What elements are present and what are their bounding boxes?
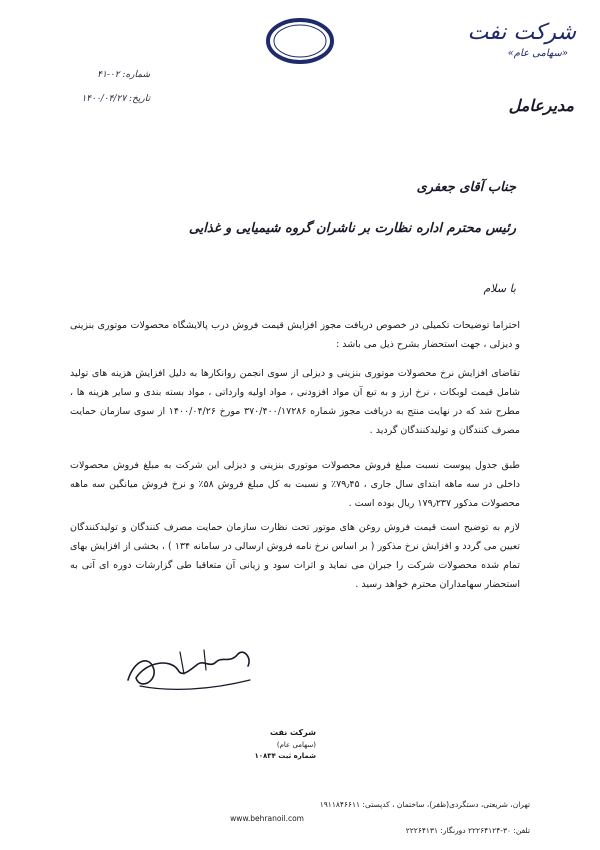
paragraph-sales: طبق جدول پیوست نسبت مبلغ فروش محصولات موتوری بنزینی و دیزلی این شرکت به مبلغ فروش محصولات داخلی در سه ماهه ابتدای سال جاری ، ۷۹٫۴۵٪ و نسبت به کل مبلغ فروش ۵۸٪ و نرخ فروش میانگین سه ماهه محصولات مذکور ۱۷۹٫۲۳۷ ریال بوده است .	[70, 460, 520, 509]
recipient-position: رئیس محترم اداره نظارت بر ناشران گروه شیمیایی و غذایی	[188, 221, 516, 236]
paragraph-intro: احتراما توضیحات تکمیلی در خصوص دریافت مجوز افزایش قیمت فروش درب پالایشگاه محصولات موتوری بنزینی و دیزلی ، جهت استحضار بشرح ذیل می باشد :	[70, 320, 520, 350]
letter-meta	[70, 70, 150, 118]
paragraph-note: لازم به توضیح است قیمت فروش روغن های موتور تحت نظارت سازمان حمایت مصرف کنندگان و تولیدکنندگان تعیین می گردد و افزایش نرخ مذکور ( بر اساس نرخ نامه فروش ارسالی در سامانه ۱۳۴ ) ، بخشی از افزایش بهای تمام شده محصولات شرکت را جبران می نماید و اثرات سود و زیانی آن متعاقبا طی گزارشات دوره ای آتی به استحضار سهامداران محترم خواهد رسید .	[70, 522, 520, 590]
company-name: شرکت نفت	[467, 20, 576, 45]
letter-number: شماره: ۰۲-۴۱	[97, 70, 150, 80]
stamp-block	[226, 728, 316, 760]
company-header	[468, 22, 577, 59]
signer-title: مدیرعامل	[508, 96, 574, 115]
stamp-company-name: شرکت نفت	[270, 728, 316, 737]
stamp-registration: شماره ثبت ۱۰۸۳۴	[254, 752, 316, 760]
handwritten-signature	[120, 640, 260, 700]
stamp-company-type: (سهامی عام)	[276, 741, 316, 749]
footer-phone: تلفن: ۳۰-۲۲۲۶۴۱۲۴ دورنگار: ۲۲۲۶۴۱۳۱	[405, 826, 530, 835]
recipient-block	[189, 180, 516, 236]
letter-date: تاریخ: ۱۴۰۰/۰۴/۲۷	[81, 94, 150, 104]
greeting: با سلام	[483, 282, 516, 295]
company-type: «سهامی عام»	[507, 48, 568, 59]
paragraph-request: تقاضای افزایش نرخ محصولات موتوری بنزینی و دیزلی از سوی انجمن روانکارها به دلیل افزایش هزینه های تولید شامل قیمت لوبکات ، نرخ ارز و به تبع آن مواد افزودنی ، مواد اولیه وارداتی ، مواد بسته بندی و سایر هزینه ها ، مطرح شد که در نهایت منتج به دریافت مجوز شماره ۳۷۰/۴۰۰/۱۷۲۸۶ مورخ ۱۴۰۰/۰۴/۲۶ از سوی سازمان حمایت مصرف کنندگان و تولیدکنندگان گردید .	[70, 368, 520, 436]
recipient-name: جناب آقای جعفری	[416, 180, 516, 195]
logo-ring-icon	[264, 16, 336, 66]
footer-website: www.behranoil.com	[230, 814, 304, 823]
footer-address: تهران، شریعتی، دستگردی(ظفر)، ساختمان ، کدپستی: ۱۹۱۱۸۴۶۶۱۱	[319, 800, 530, 809]
